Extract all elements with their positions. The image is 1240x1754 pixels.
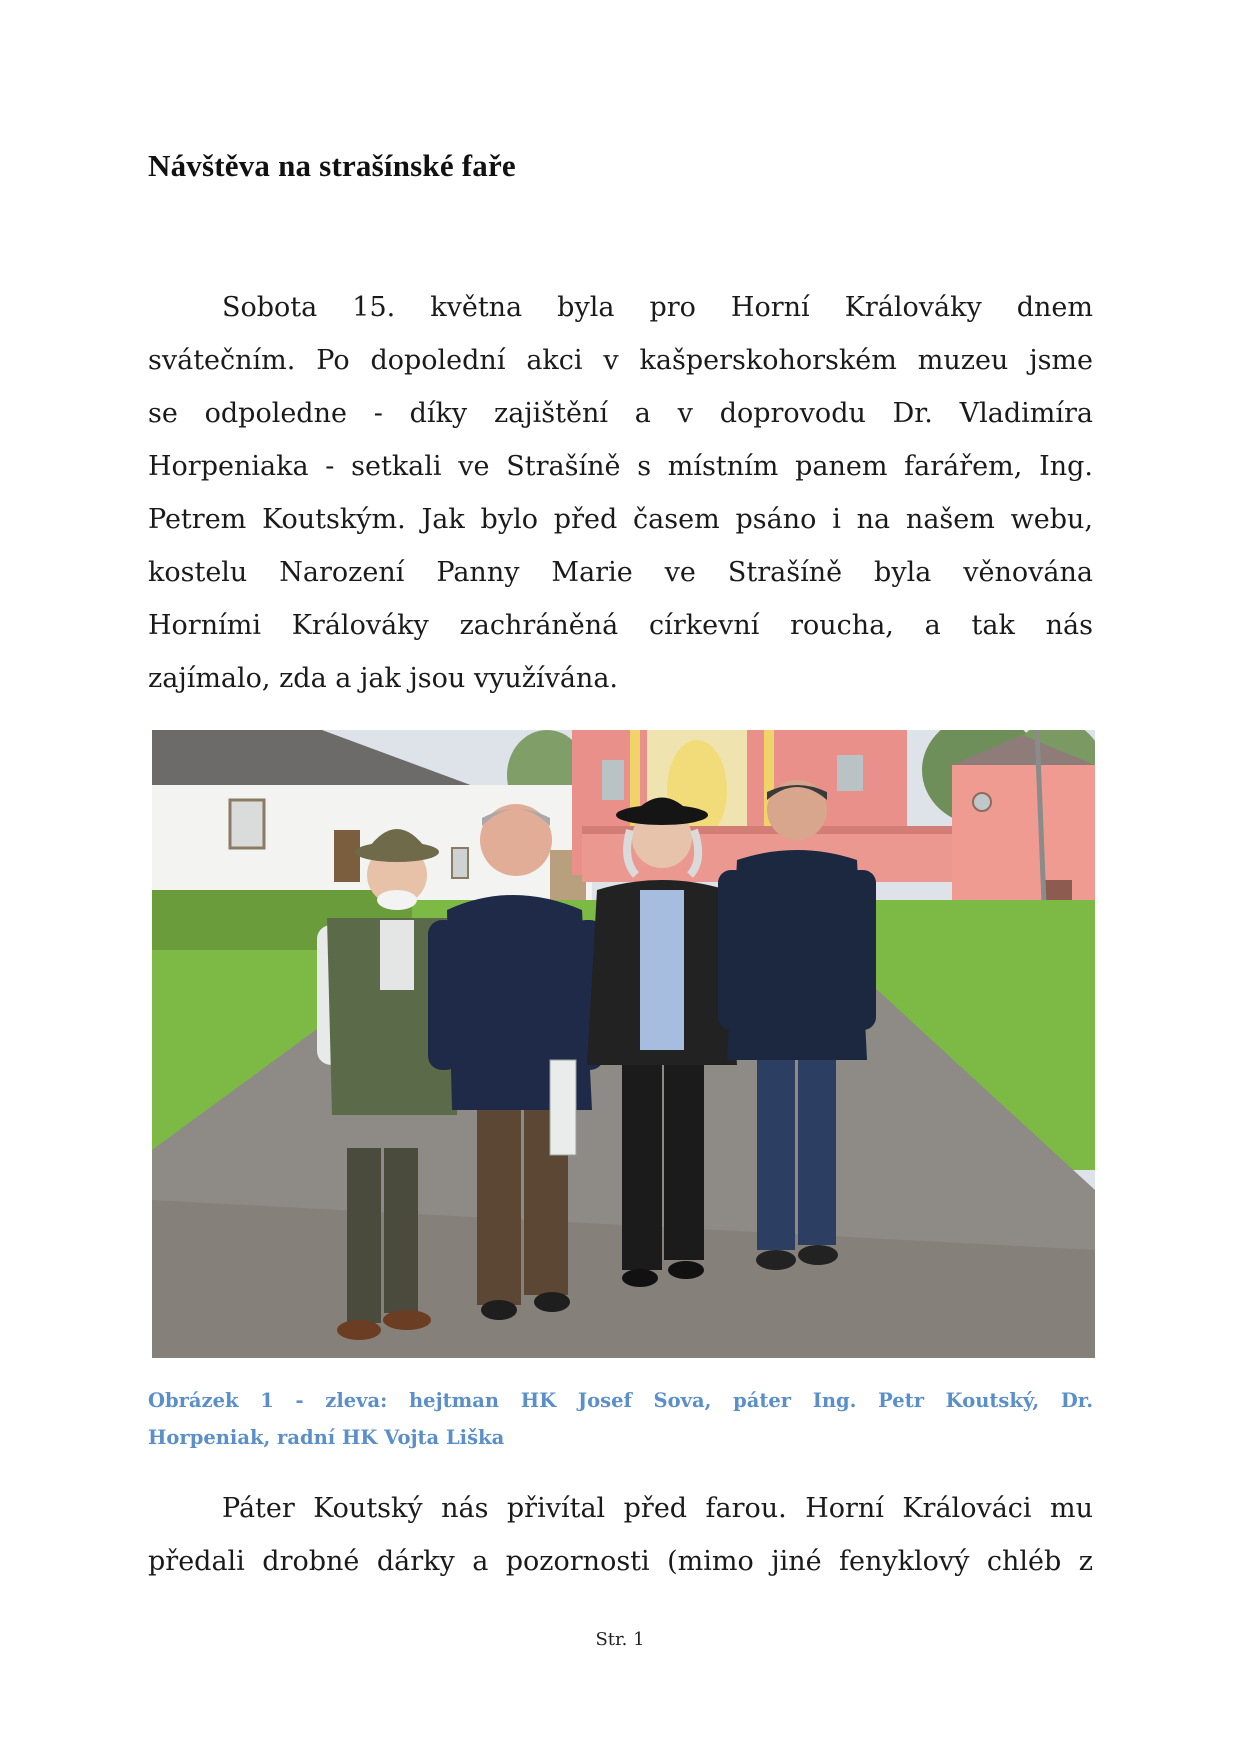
group-photo [152, 730, 1095, 1358]
group-photo-illustration [152, 730, 1095, 1358]
paragraph-line: se odpoledne - díky zajištění a v doprovodu Dr. Vladimíra [148, 398, 1093, 429]
paragraph-line: Petrem Koutským. Jak bylo před časem psáno i na našem webu, [148, 504, 1093, 535]
caption-line: Obrázek 1 - zleva: hejtman HK Josef Sova, páter Ing. Petr Koutský, Dr. [148, 1389, 1093, 1412]
page-number: Str. 1 [595, 1629, 645, 1650]
paragraph-line: Horpeniaka - setkali ve Strašíně s místním panem farářem, Ing. [148, 451, 1093, 482]
paragraph-1 [148, 281, 1093, 705]
paragraph-line: zajímalo, zda a jak jsou využívána. [148, 663, 618, 694]
paragraph-2 [148, 1482, 1093, 1588]
caption-line: Horpeniak, radní HK Vojta Liška [148, 1426, 505, 1449]
paragraph-line: kostelu Narození Panny Marie ve Strašíně byla věnována [148, 557, 1093, 588]
article-title: Návštěva na strašínské faře [148, 148, 516, 183]
paragraph-line: Páter Koutský nás přivítal před farou. Horní Králováci mu [222, 1493, 1093, 1524]
paragraph-line: Sobota 15. května byla pro Horní Králováky dnem [222, 292, 1093, 323]
figure-caption [148, 1382, 1093, 1456]
paragraph-line: předali drobné dárky a pozornosti (mimo jiné fenyklový chléb z [148, 1546, 1093, 1577]
paragraph-line: svátečním. Po dopolední akci v kašperskohorském muzeu jsme [148, 345, 1093, 376]
paragraph-line: Horními Králováky zachráněná církevní roucha, a tak nás [148, 610, 1093, 641]
